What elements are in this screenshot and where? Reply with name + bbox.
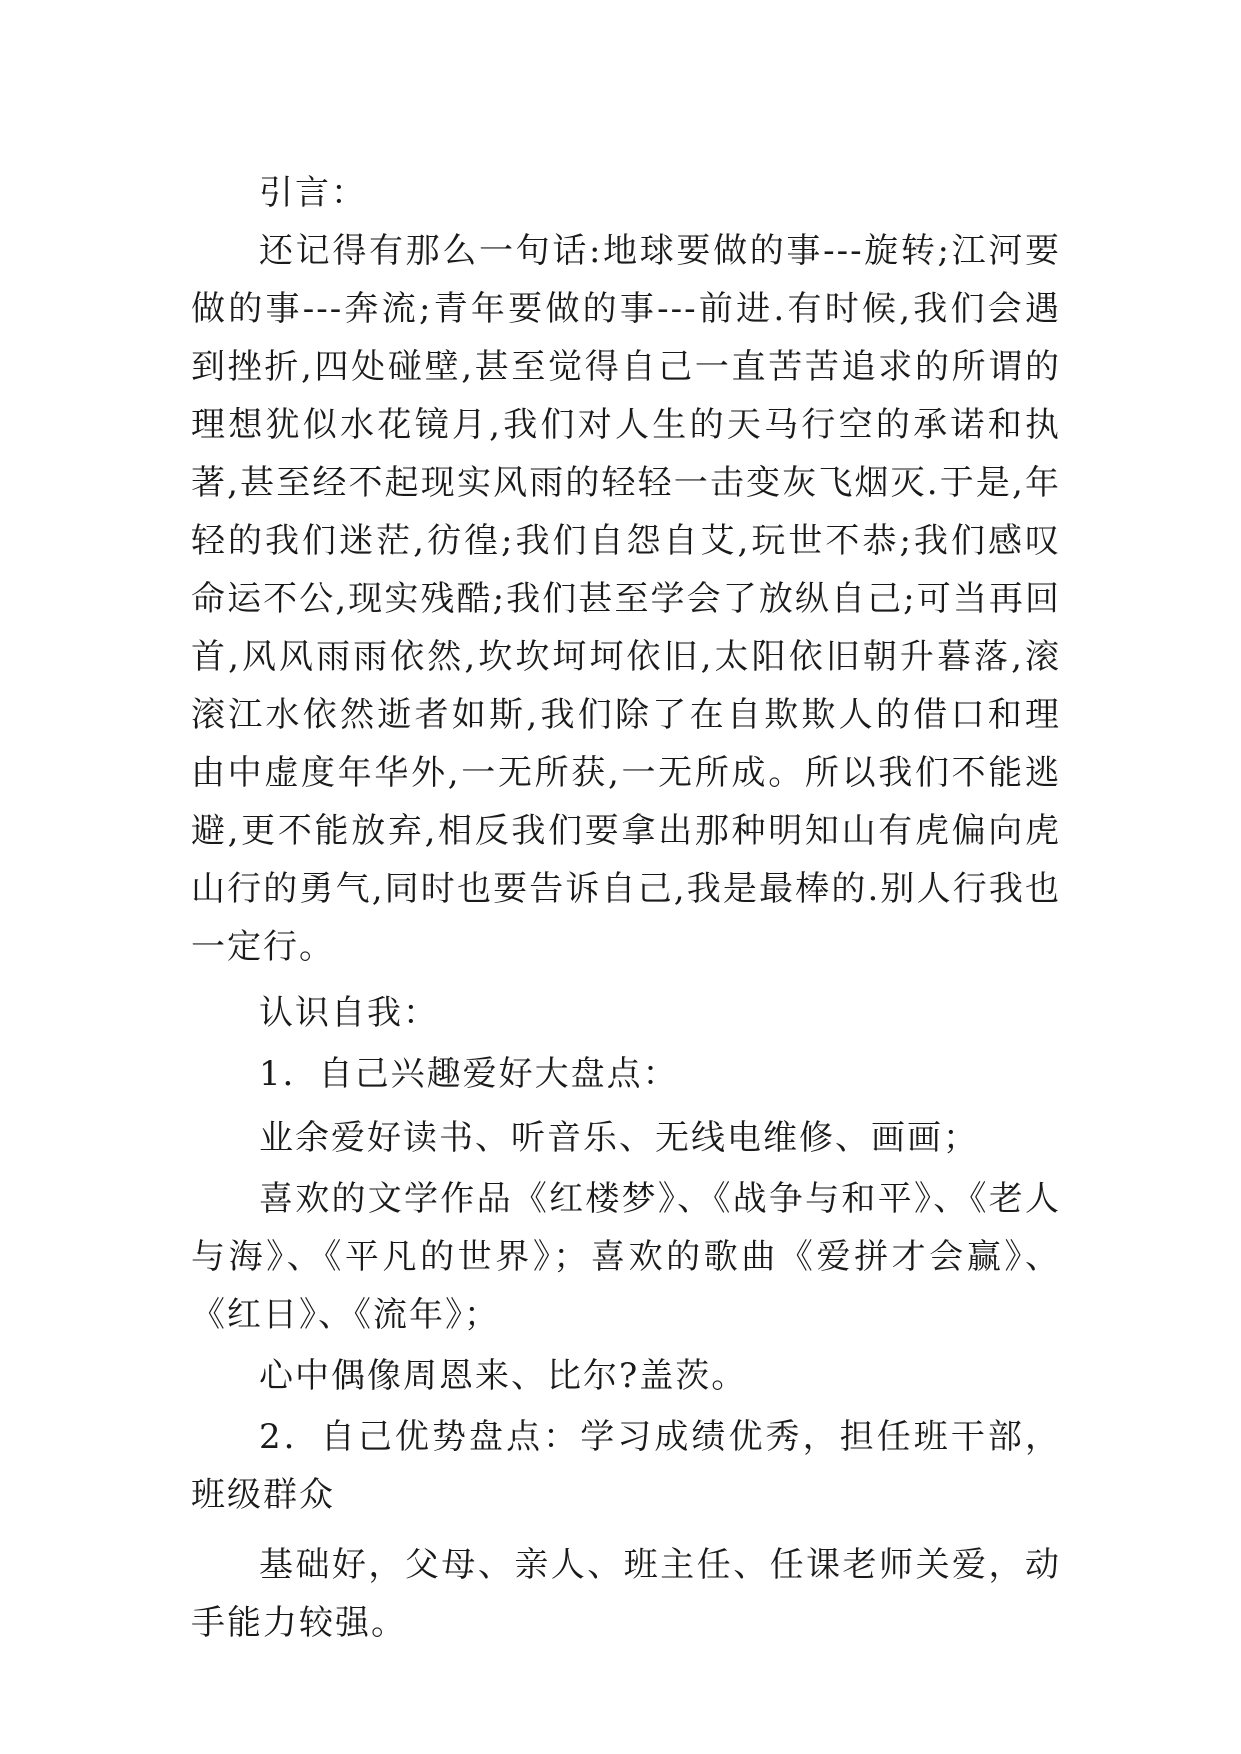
document-body xyxy=(191,164,1061,1652)
intro-heading: 引言： xyxy=(259,173,367,213)
strengths-paragraph: 基础好，父母、亲人、班主任、任课老师关爱，动手能力较强。 xyxy=(191,1545,1061,1643)
hobbies-paragraph: 业余爱好读书、听音乐、无线电维修、画画； xyxy=(259,1118,979,1158)
self-heading: 认识自我： xyxy=(259,993,439,1033)
item2-heading: 2．自己优势盘点：学习成绩优秀，担任班干部，班级群众 xyxy=(191,1417,1061,1515)
idols-paragraph: 心中偶像周恩来、比尔?盖茨。 xyxy=(259,1356,748,1396)
item1-heading: 1．自己兴趣爱好大盘点： xyxy=(259,1054,679,1094)
intro-paragraph: 还记得有那么一句话:地球要做的事---旋转;江河要做的事---奔流;青年要做的事---前进.有时候,我们会遇到挫折,四处碰壁,甚至觉得自己一直苦苦追求的所谓的理想犹似水花镜月,我们对人生的天马行空的承诺和执著,甚至经不起现实风雨的轻轻一击变灰飞烟灭.于是,年轻的我们迷茫,彷徨;我们自怨自艾,玩世不恭;我们感叹命运不公,现实残酷;我们甚至学会了放纵自己;可当再回首,风风雨雨依然,坎坎坷坷依旧,太阳依旧朝升暮落,滚滚江水依然逝者如斯,我们除了在自欺欺人的借口和理由中虚度年华外,一无所获,一无所成。所以我们不能逃避,更不能放弃,相反我们要拿出那种明知山有虎偏向虎山行的勇气,同时也要告诉自己,我是最棒的.别人行我也一定行。 xyxy=(191,231,1061,967)
favorites-paragraph: 喜欢的文学作品《红楼梦》、《战争与和平》、《老人与海》、《平凡的世界》；喜欢的歌曲《爱拼才会赢》、《红日》、《流年》； xyxy=(191,1179,1061,1335)
